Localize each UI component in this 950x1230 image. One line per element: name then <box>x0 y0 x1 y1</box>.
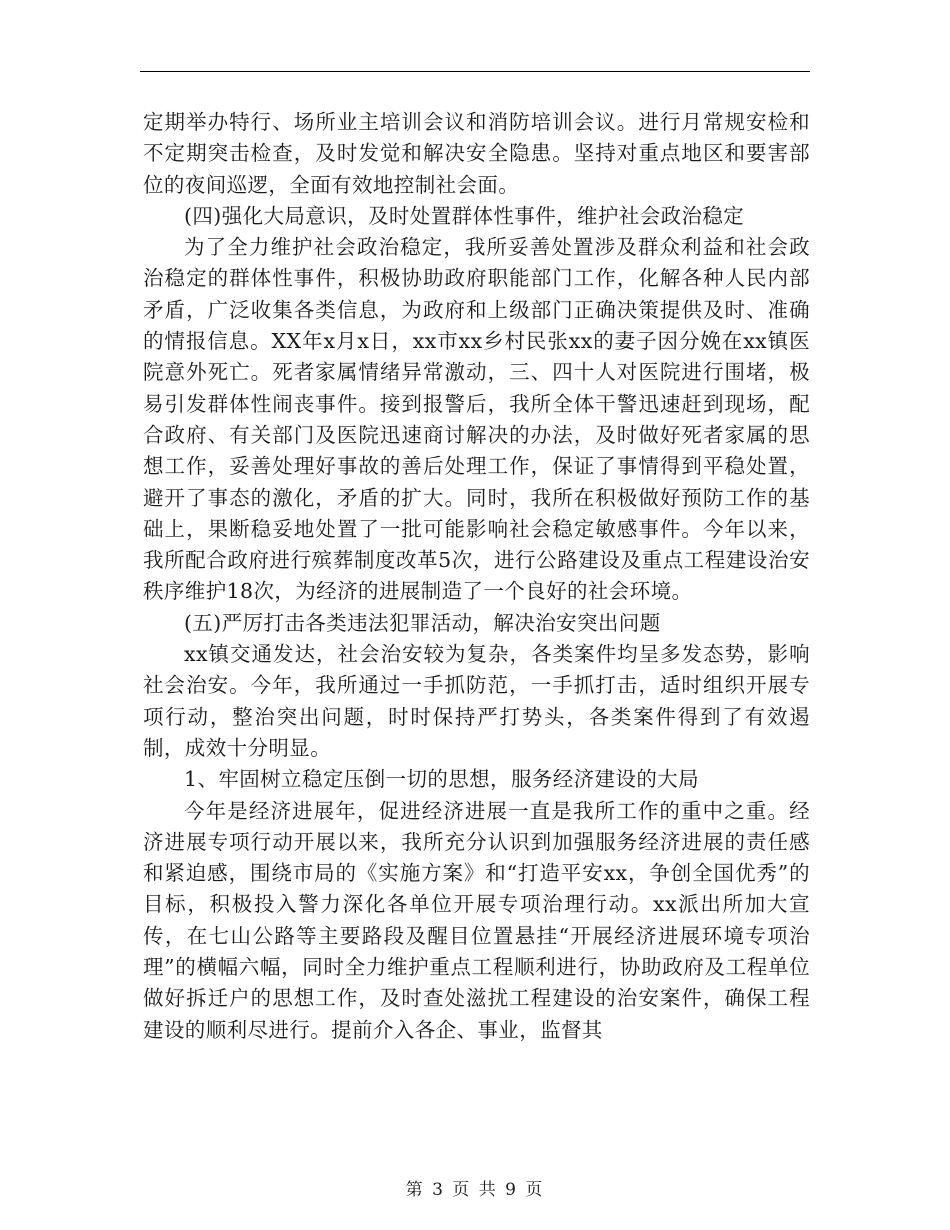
body-text <box>143 107 810 1046</box>
page-number-footer: 第 3 页 共 9 页 <box>405 1180 545 1200</box>
paragraph: 为了全力维护社会政治稳定，我所妥善处置涉及群众利益和社会政治稳定的群体性事件，积极协助政府职能部门工作，化解各种人民内部矛盾，广泛收集各类信息，为政府和上级部门正确决策提供及时、准确的情报信息。XX年x月x日，xx市xx乡村民张xx的妻子因分娩在xx镇医院意外死亡。死者家属情绪异常激动，三、四十人对医院进行围堵，极易引发群体性闹丧事件。接到报警后，我所全体干警迅速赶到现场，配合政府、有关部门及医院迅速商讨解决的办法，及时做好死者家属的思想工作，妥善处理好事故的善后处理工作，保证了事情得到平稳处置，避开了事态的激化，矛盾的扩大。同时，我所在积极做好预防工作的基础上，果断稳妥地处置了一批可能影响社会稳定敏感事件。今年以来，我所配合政府进行殡葬制度改革5次，进行公路建设及重点工程建设治安秩序维护18次，为经济的进展制造了一个良好的社会环境。 <box>143 235 810 604</box>
section-heading: 1、牢固树立稳定压倒一切的思想，服务经济建设的大局 <box>184 767 700 792</box>
header-rule <box>140 71 810 72</box>
paragraph: xx镇交通发达，社会治安较为复杂，各类案件均呈多发态势，影响社会治安。今年，我所通过一手抓防范，一手抓打击，适时组织开展专项行动，整治突出问题，时时保持严打势头，各类案件得到了有效遏制，成效十分明显。 <box>143 642 810 760</box>
paragraph: 定期举办特行、场所业主培训会议和消防培训会议。进行月常规安检和不定期突击检查，及时发觉和解决安全隐患。坚持对重点地区和要害部位的夜间巡逻，全面有效地控制社会面。 <box>143 110 810 197</box>
section-heading: (五)严厉打击各类违法犯罪活动，解决治安突出问题 <box>184 610 661 635</box>
section-heading: (四)强化大局意识，及时处置群体性事件，维护社会政治稳定 <box>184 203 745 228</box>
paragraph: 今年是经济进展年，促进经济进展一直是我所工作的重中之重。经济进展专项行动开展以来，我所充分认识到加强服务经济进展的责任感和紧迫感，围绕市局的《实施方案》和“打造平安xx，争创全国优秀”的目标，积极投入警力深化各单位开展专项治理行动。xx派出所加大宣传，在七山公路等主要路段及醒目位置悬挂“开展经济进展环境专项治理”的横幅六幅，同时全力维护重点工程顺利进行，协助政府及工程单位做好拆迁户的思想工作，及时查处滋扰工程建设的治安案件，确保工程建设的顺利尽进行。提前介入各企、事业，监督其 <box>143 798 810 1042</box>
